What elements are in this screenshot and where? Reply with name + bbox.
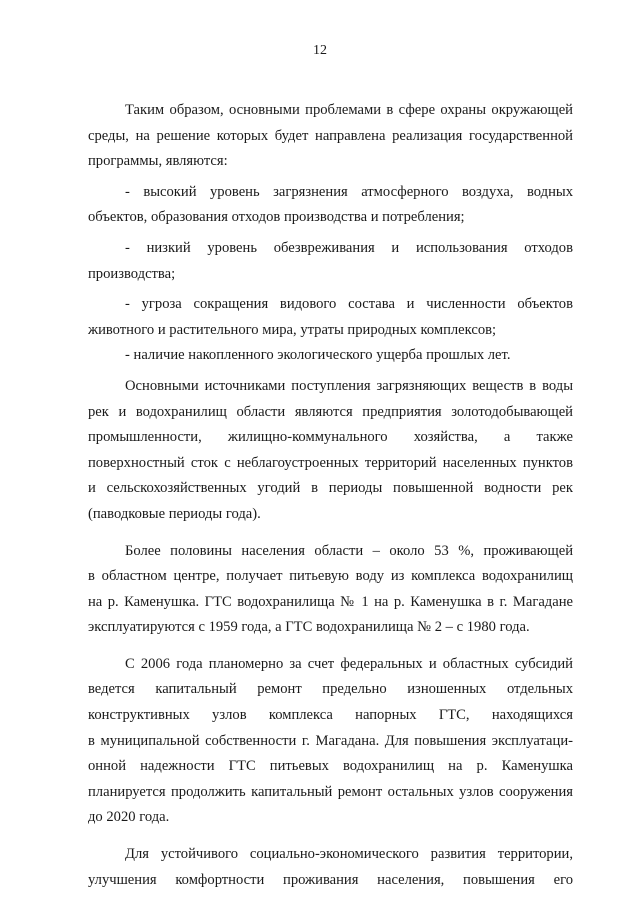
paragraph-pollution-sources [88,374,573,528]
paragraph-water-supply [88,539,573,641]
text-line: - низкий уровень обезвреживания и использования отходов [125,239,573,256]
text-line: Таким образом, основными проблемами в сфере охраны окружающей [125,102,573,118]
text-line: в муниципальной собственности г. Магадана. Для повышения эксплуатаци- [88,732,573,749]
text-line: - угроза сокращения видового состава и численности объектов [125,296,573,313]
text-line: на р. Каменушка. ГТС водохранилища № 1 на р. Каменушка в г. Магадане [88,593,573,610]
text-line: программы, являются: [88,153,228,170]
text-line: животного и растительного мира, утраты природных комплексов; [88,321,497,338]
document-body [88,98,573,893]
text-line: производства; [88,265,176,282]
text-line: - наличие накопленного экологического ущерба прошлых лет. [125,347,511,364]
text-line: Более половины населения области – около 53 %, проживающей [125,542,573,559]
text-line: ведется капитальный ремонт предельно изношенных отдельных [88,681,573,698]
paragraph-problems-intro [88,98,573,175]
list-item-waste [88,236,573,287]
text-line: - высокий уровень загрязнения атмосферного воздуха, водных [125,183,573,200]
text-line: планируется продолжить капитальный ремонт остальных узлов сооружения [88,783,573,800]
text-line: онной надежности ГТС питьевых водохранилищ на р. Каменушка [88,758,573,775]
text-line: конструктивных узлов комплекса напорных ГТС, находящихся [88,707,573,724]
paragraph-repair [88,652,573,831]
text-line: и сельскохозяйственных угодий в периоды повышенной водности рек [88,480,573,497]
page-number: 12 [313,43,327,58]
text-line: рек и водохранилищ области являются предприятия золотодобывающей [88,403,573,420]
text-line: Основными источниками поступления загрязняющих веществ в воды [125,377,573,394]
text-line: в областном центре, получает питьевую воду из комплекса водохранилищ [88,568,573,585]
list-item-pollution [88,180,573,231]
text-line: эксплуатируются с 1959 года, а ГТС водохранилища № 2 – с 1980 года. [88,619,530,636]
paragraph-development [88,842,573,893]
text-line: среды, на решение которых будет направлена реализация государственной [88,127,573,144]
text-line: до 2020 года. [88,809,170,826]
text-line: объектов, образования отходов производства и потребления; [88,209,465,226]
text-line: улучшения комфортности проживания населения, повышения его [88,871,573,888]
text-line: промышленности, жилищно-коммунального хозяйства, а также [88,429,573,446]
text-line: Для устойчивого социально-экономического развития территории, [125,846,573,863]
text-line: поверхностный сток с неблагоустроенных территорий населенных пунктов [88,454,573,471]
text-line: С 2006 года планомерно за счет федеральных и областных субсидий [125,655,573,672]
text-line: (паводковые периоды года). [88,505,261,522]
list-item-damage [88,343,573,369]
list-item-biodiversity [88,292,573,343]
